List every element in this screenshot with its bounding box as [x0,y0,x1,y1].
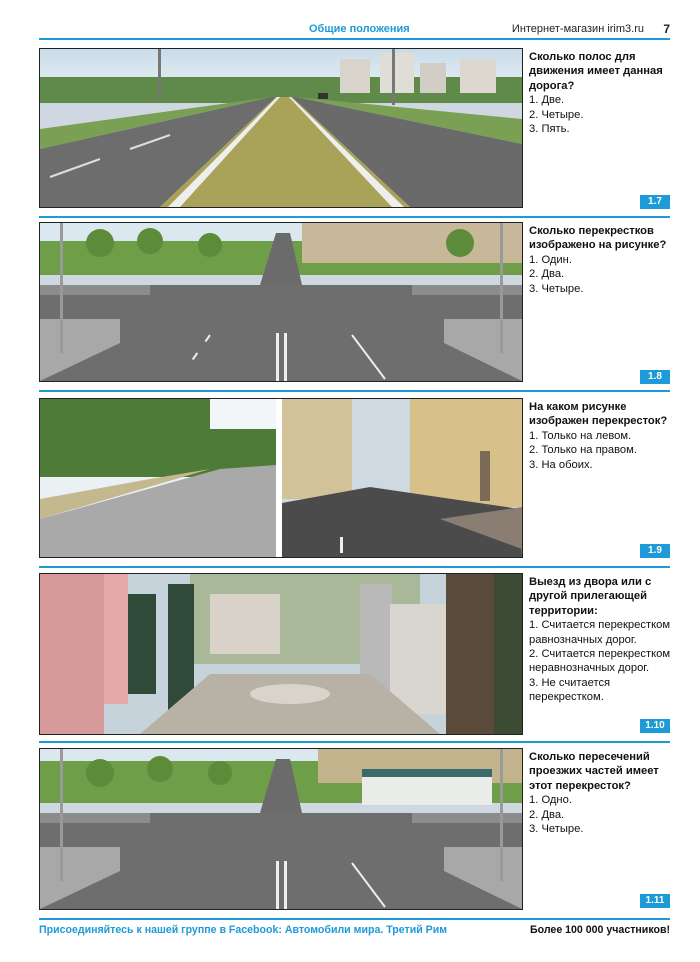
answer-option-1[interactable]: 1. Считается перекрестком равнозначных дорог. [529,619,671,646]
answer-option-3[interactable]: 3. Четыре. [529,823,584,836]
question-text: Сколько полос для движения имеет данная дорога? [529,51,663,92]
answer-option-1[interactable]: 1. Один. [529,253,572,266]
answer-option-2[interactable]: 2. Два. [529,268,565,281]
road-photo-1-7 [39,48,523,208]
card-divider [39,566,670,568]
photo-pair-1-9 [39,398,523,558]
card-divider [39,216,670,218]
answer-option-3[interactable]: 3. Пять. [529,123,570,136]
answer-option-1[interactable]: 1. Одно. [529,794,572,807]
question-number-badge: 1.10 [640,719,670,733]
question-card-1-8 [39,222,670,384]
question-text: Сколько пересечений проезжих частей имеет этот перекресток? [529,751,659,792]
question-card-1-11 [39,748,670,912]
question-card-1-9 [39,398,670,560]
page-number: 7 [663,22,670,36]
answer-option-3[interactable]: 3. Четыре. [529,282,584,295]
members-count: Более 100 000 участников! [530,924,670,936]
yard-exit-photo-1-10 [39,573,523,735]
question-number-badge: 1.9 [640,544,670,558]
card-divider [39,390,670,392]
question-text: Выезд из двора или с другой прилегающей территории: [529,576,652,617]
question-number-badge: 1.8 [640,370,670,384]
page-footer [39,918,670,940]
answer-option-2[interactable]: 2. Четыре. [529,108,584,121]
question-block [529,575,670,705]
question-block [529,50,670,136]
answer-option-1[interactable]: 1. Только на левом. [529,429,632,442]
card-divider [39,741,670,743]
answer-option-1[interactable]: 1. Две. [529,94,565,107]
question-block [529,400,670,472]
question-number-badge: 1.7 [640,195,670,209]
question-number-badge: 1.11 [640,894,670,908]
answer-option-3[interactable]: 3. Не считается перекрестком. [529,676,611,704]
page-header [39,18,670,40]
footer-rule [39,918,670,920]
answer-option-2[interactable]: 2. Считается перекрестком неравнозначных дорог. [529,648,671,675]
question-card-1-7 [39,48,670,212]
answer-option-3[interactable]: 3. На обоих. [529,458,593,471]
question-text: На каком рисунке изображен перекресток? [529,401,668,428]
crossroad-photo-1-8 [39,222,523,382]
question-block [529,224,670,296]
facebook-group-link[interactable]: Присоединяйтесь к нашей группе в Facebook: Автомобили мира. Третий Рим [39,924,448,936]
question-card-1-10 [39,573,670,737]
header-rule [39,38,670,40]
question-block [529,750,670,836]
answer-option-2[interactable]: 2. Только на правом. [529,444,637,457]
section-title: Общие положения [309,23,410,35]
answer-option-2[interactable]: 2. Два. [529,808,565,821]
crossroad-photo-1-11 [39,748,523,910]
question-text: Сколько перекрестков изображено на рисунке? [529,225,667,252]
site-name: Интернет-магазин irim3.ru [511,23,644,35]
